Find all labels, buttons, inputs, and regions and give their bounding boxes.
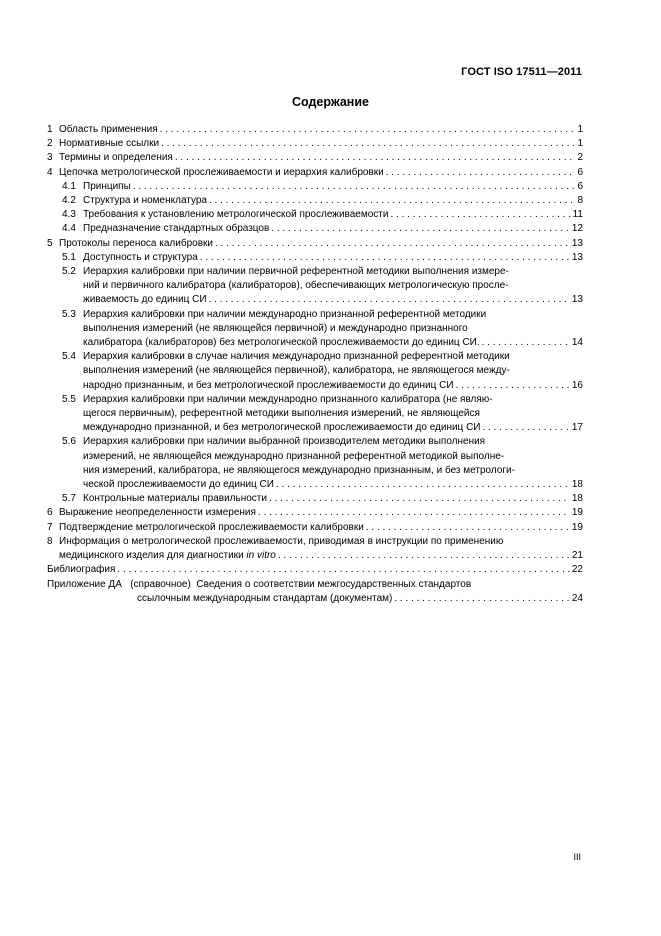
- toc-entry-text: Структура и номенклатура: [83, 195, 207, 207]
- toc-entry[interactable]: [47, 251, 583, 265]
- toc-entry-text: ссылочным международным стандартам (документам): [137, 592, 393, 604]
- toc-page-number[interactable]: 1: [577, 124, 583, 135]
- toc-entry[interactable]: [47, 308, 583, 351]
- toc-line: [59, 151, 583, 165]
- toc-entry-body: [83, 222, 583, 236]
- toc-page-number[interactable]: 6: [577, 166, 583, 178]
- toc-page-number[interactable]: 18: [571, 493, 583, 505]
- document-header: ГОСТ ISO 17511—2011: [461, 66, 582, 78]
- toc-entry-number: 5.4: [62, 351, 76, 363]
- toc-line: [59, 506, 583, 520]
- toc-entry-text: Иерархия калибровки при наличии международно признанной референтной методики: [83, 308, 487, 320]
- toc-line: [59, 123, 583, 137]
- dot-leader: [159, 137, 575, 151]
- toc-entry[interactable]: [47, 492, 583, 506]
- toc-page-number[interactable]: 17: [571, 422, 583, 434]
- toc-entry-number: 2: [47, 138, 53, 150]
- dot-leader: [480, 421, 569, 435]
- toc-entry[interactable]: [47, 521, 583, 535]
- dot-leader: [384, 166, 576, 180]
- toc-entry-text: Информация о метрологической прослеживаемости, приводимая в инструкции по применению: [59, 535, 504, 547]
- toc-page-number[interactable]: 24: [571, 592, 583, 604]
- toc-entry-text: выполнения измерений (не являющейся первичной) и международно признанного: [83, 322, 468, 334]
- toc-entry-text: Доступность и структура: [83, 251, 198, 263]
- toc-entry[interactable]: [47, 222, 583, 236]
- toc-entry-text: Контрольные материалы правильности: [83, 493, 267, 505]
- toc-entry-number: 8: [47, 535, 53, 547]
- toc-entry-body: [83, 180, 583, 194]
- toc-entry-body: [83, 251, 583, 265]
- toc-entry[interactable]: [47, 535, 583, 563]
- toc-line: [83, 350, 583, 364]
- toc-entry-text: Подтверждение метрологической прослеживаемости калибровки: [59, 521, 364, 533]
- toc-entry-number: 5.6: [62, 436, 76, 448]
- toc-entry-number: 7: [47, 521, 53, 533]
- toc-entry-body: [83, 194, 583, 208]
- dot-leader: [454, 379, 570, 393]
- toc-entry-text: Цепочка метрологической прослеживаемости и иерархия калибровки: [59, 166, 384, 178]
- toc-line: [83, 308, 583, 322]
- toc-line: [83, 336, 583, 350]
- toc-entry-number: 4: [47, 166, 53, 178]
- toc-entry[interactable]: [47, 506, 583, 520]
- toc-entry[interactable]: [47, 137, 583, 151]
- toc-entry-body: [59, 123, 583, 137]
- dot-leader: [388, 208, 570, 222]
- toc-line: [137, 592, 583, 606]
- dot-leader: [480, 336, 570, 350]
- toc-entry-text: Иерархия калибровки при наличии международно признанного калибратора (не являю-: [83, 393, 493, 405]
- toc-line: [83, 478, 583, 492]
- toc-annex-entry[interactable]: [47, 578, 583, 592]
- toc-page-number[interactable]: 2: [577, 152, 583, 164]
- toc-page-number[interactable]: 19: [571, 507, 583, 519]
- toc-entry-text: измерений, не являющейся международно признанной референтной методикой выполне-: [83, 450, 505, 462]
- toc-entry-text: международно признанной, и без метрологической прослеживаемости до единиц СИ: [83, 422, 481, 434]
- dot-leader: [115, 563, 569, 577]
- dot-leader: [269, 222, 570, 236]
- toc-page-number[interactable]: 22: [571, 564, 583, 576]
- toc-entry-text: Принципы: [83, 180, 131, 192]
- toc-page-number[interactable]: 1: [577, 138, 583, 150]
- toc-entry[interactable]: [47, 208, 583, 222]
- toc-entry-body: [59, 535, 583, 563]
- toc-line: [83, 450, 583, 464]
- toc-entry-number: 1: [47, 124, 53, 135]
- dot-leader: [207, 194, 575, 208]
- toc-page-number[interactable]: 8: [577, 195, 583, 207]
- toc-line: [59, 535, 583, 549]
- toc-entry-body: [59, 521, 583, 535]
- toc-entry-text: щегося первичным), референтной методики выполнения измерений, не являющейся: [83, 408, 480, 420]
- dot-leader: [267, 492, 570, 506]
- toc-entry-text: Сведения о соответствии межгосударственных стандартов: [196, 578, 472, 590]
- dot-leader: [274, 478, 570, 492]
- toc-entry-text: калибратора (калибраторов) без метрологической прослеживаемости до единиц СИ.: [83, 337, 480, 349]
- toc-line: [47, 563, 583, 577]
- toc-entry-text: Нормативные ссылки: [59, 138, 160, 150]
- toc-line: [59, 137, 583, 151]
- toc-entry[interactable]: [47, 123, 583, 137]
- toc-page-number[interactable]: 11: [572, 209, 583, 221]
- toc-line: [83, 293, 583, 307]
- toc-entry[interactable]: [47, 265, 583, 308]
- toc-entry-body: [83, 208, 583, 222]
- toc-entry-body: [47, 563, 583, 577]
- toc-entry-body: [83, 308, 583, 351]
- toc-entry-number: 6: [47, 507, 53, 519]
- dot-leader: [276, 549, 570, 563]
- toc-entry-text: Иерархия калибровки при наличии выбранной производителем методики выполнения: [83, 436, 486, 448]
- toc-line: [59, 237, 583, 251]
- toc-entry-number: 5.2: [62, 266, 76, 278]
- toc-page-number[interactable]: 16: [571, 379, 583, 391]
- toc-entry-body: [59, 237, 583, 251]
- toc-entry[interactable]: [47, 166, 583, 180]
- toc-entry-text: ния измерений, калибратора, не являющегося международно признанным, и без метрологи-: [83, 464, 515, 476]
- toc-entry-number: 4.2: [62, 195, 76, 207]
- dot-leader: [198, 251, 570, 265]
- toc-entry-body: [59, 151, 583, 165]
- toc-line: [83, 322, 583, 336]
- annex-qualifier: (справочное): [130, 578, 191, 590]
- toc-page-number[interactable]: 14: [571, 337, 583, 349]
- toc-entry-body: [83, 492, 583, 506]
- dot-leader: [207, 293, 570, 307]
- toc-page-number[interactable]: 13: [571, 237, 583, 249]
- toc-entry-text: Предназначение стандартных образцов: [83, 223, 270, 235]
- toc-line: [83, 251, 583, 265]
- toc-entry-body: [59, 137, 583, 151]
- dot-leader: [158, 123, 576, 137]
- toc-annex-continuation: [47, 592, 583, 606]
- toc-entry[interactable]: [47, 393, 583, 436]
- toc-line: [83, 279, 583, 293]
- toc-line: [83, 180, 583, 194]
- toc-page-number[interactable]: 13: [571, 251, 583, 263]
- toc-entry[interactable]: [47, 237, 583, 251]
- toc-page-number[interactable]: 21: [571, 550, 583, 562]
- toc-line: [83, 194, 583, 208]
- toc-page-number[interactable]: 12: [571, 223, 583, 235]
- toc-entry[interactable]: [47, 350, 583, 393]
- toc-entry-text: живаемость до единиц СИ: [83, 294, 207, 306]
- toc-entry-text: выполнения измерений (не являющейся первичной), калибратора, не являющегося между-: [83, 365, 510, 377]
- dot-leader: [392, 592, 570, 606]
- toc-entry-text: Библиография: [47, 564, 116, 576]
- toc-entry-number: 4.4: [62, 223, 76, 235]
- toc-entry-text: Протоколы переноса калибровки: [59, 237, 213, 249]
- toc-entry-text: народно признанным, и без метрологической прослеживаемости до единиц СИ: [83, 379, 454, 391]
- toc-page-number[interactable]: 18: [571, 479, 583, 491]
- page-number: III: [573, 852, 581, 862]
- annex-label: Приложение ДА: [47, 578, 122, 590]
- toc-entry[interactable]: [47, 180, 583, 194]
- toc-line: [83, 222, 583, 236]
- toc-line: [83, 208, 583, 222]
- toc-entry-number: 3: [47, 152, 53, 164]
- toc-entry-body: [59, 506, 583, 520]
- toc-entry-text: ний и первичного калибратора (калибраторов), обеспечивающих метрологическую просле-: [83, 280, 509, 292]
- toc-line: [83, 464, 583, 478]
- toc-entry-text: ческой прослеживаемости до единиц СИ: [83, 479, 274, 491]
- toc-page-number[interactable]: 13: [571, 294, 583, 306]
- toc-entry-text: Требования к установлению метрологической прослеживаемости: [83, 209, 389, 221]
- toc-entry-number: 5.5: [62, 393, 76, 405]
- toc-line: [83, 379, 583, 393]
- toc-entry[interactable]: [47, 563, 583, 577]
- dot-leader: [364, 521, 570, 535]
- toc-entry[interactable]: [47, 151, 583, 165]
- toc-entry-text: Область применения: [59, 124, 158, 135]
- toc-line: [83, 364, 583, 378]
- toc-entry-number: 5.7: [62, 493, 76, 505]
- dot-leader: [131, 180, 576, 194]
- toc-page-number[interactable]: 19: [571, 521, 583, 533]
- toc-entry-italic: in vitro: [246, 550, 276, 562]
- toc-entry-text: Иерархия калибровки при наличии первичной референтной методики выполнения измере-: [83, 266, 509, 278]
- toc-line: [83, 492, 583, 506]
- toc-line: [83, 265, 583, 279]
- toc-entry[interactable]: [47, 435, 583, 492]
- toc-entry-text: медицинского изделия для диагностики: [59, 550, 244, 562]
- toc-line: [83, 407, 583, 421]
- toc-entry-body: [59, 166, 583, 180]
- toc-line: [59, 521, 583, 535]
- toc-line: [59, 166, 583, 180]
- toc-entry-text: Термины и определения: [59, 152, 173, 164]
- dot-leader: [256, 506, 570, 520]
- toc-entry[interactable]: [47, 194, 583, 208]
- dot-leader: [173, 151, 576, 165]
- toc-line: [196, 578, 583, 592]
- toc-entry-number: 5.3: [62, 308, 76, 320]
- toc-entry-text: Выражение неопределенности измерения: [59, 507, 256, 519]
- toc-entry-number: 4.1: [62, 180, 76, 192]
- toc-entry-number: 5.1: [62, 251, 76, 263]
- toc-page-number[interactable]: 6: [577, 180, 583, 192]
- table-of-contents: [47, 123, 583, 606]
- toc-entry-body: [83, 393, 583, 436]
- toc-line: [59, 549, 583, 563]
- toc-entry-number: 4.3: [62, 209, 76, 221]
- toc-entry-body: [83, 350, 583, 393]
- toc-entry-body: [83, 435, 583, 492]
- toc-line: [83, 435, 583, 449]
- toc-line: [83, 421, 583, 435]
- page-title: Содержание: [291, 95, 369, 109]
- toc-entry-body: [83, 265, 583, 308]
- toc-line: [83, 393, 583, 407]
- toc-entry-number: 5: [47, 237, 53, 249]
- dot-leader: [213, 237, 570, 251]
- toc-entry-text: Иерархия калибровки в случае наличия международно признанной референтной методики: [83, 351, 510, 363]
